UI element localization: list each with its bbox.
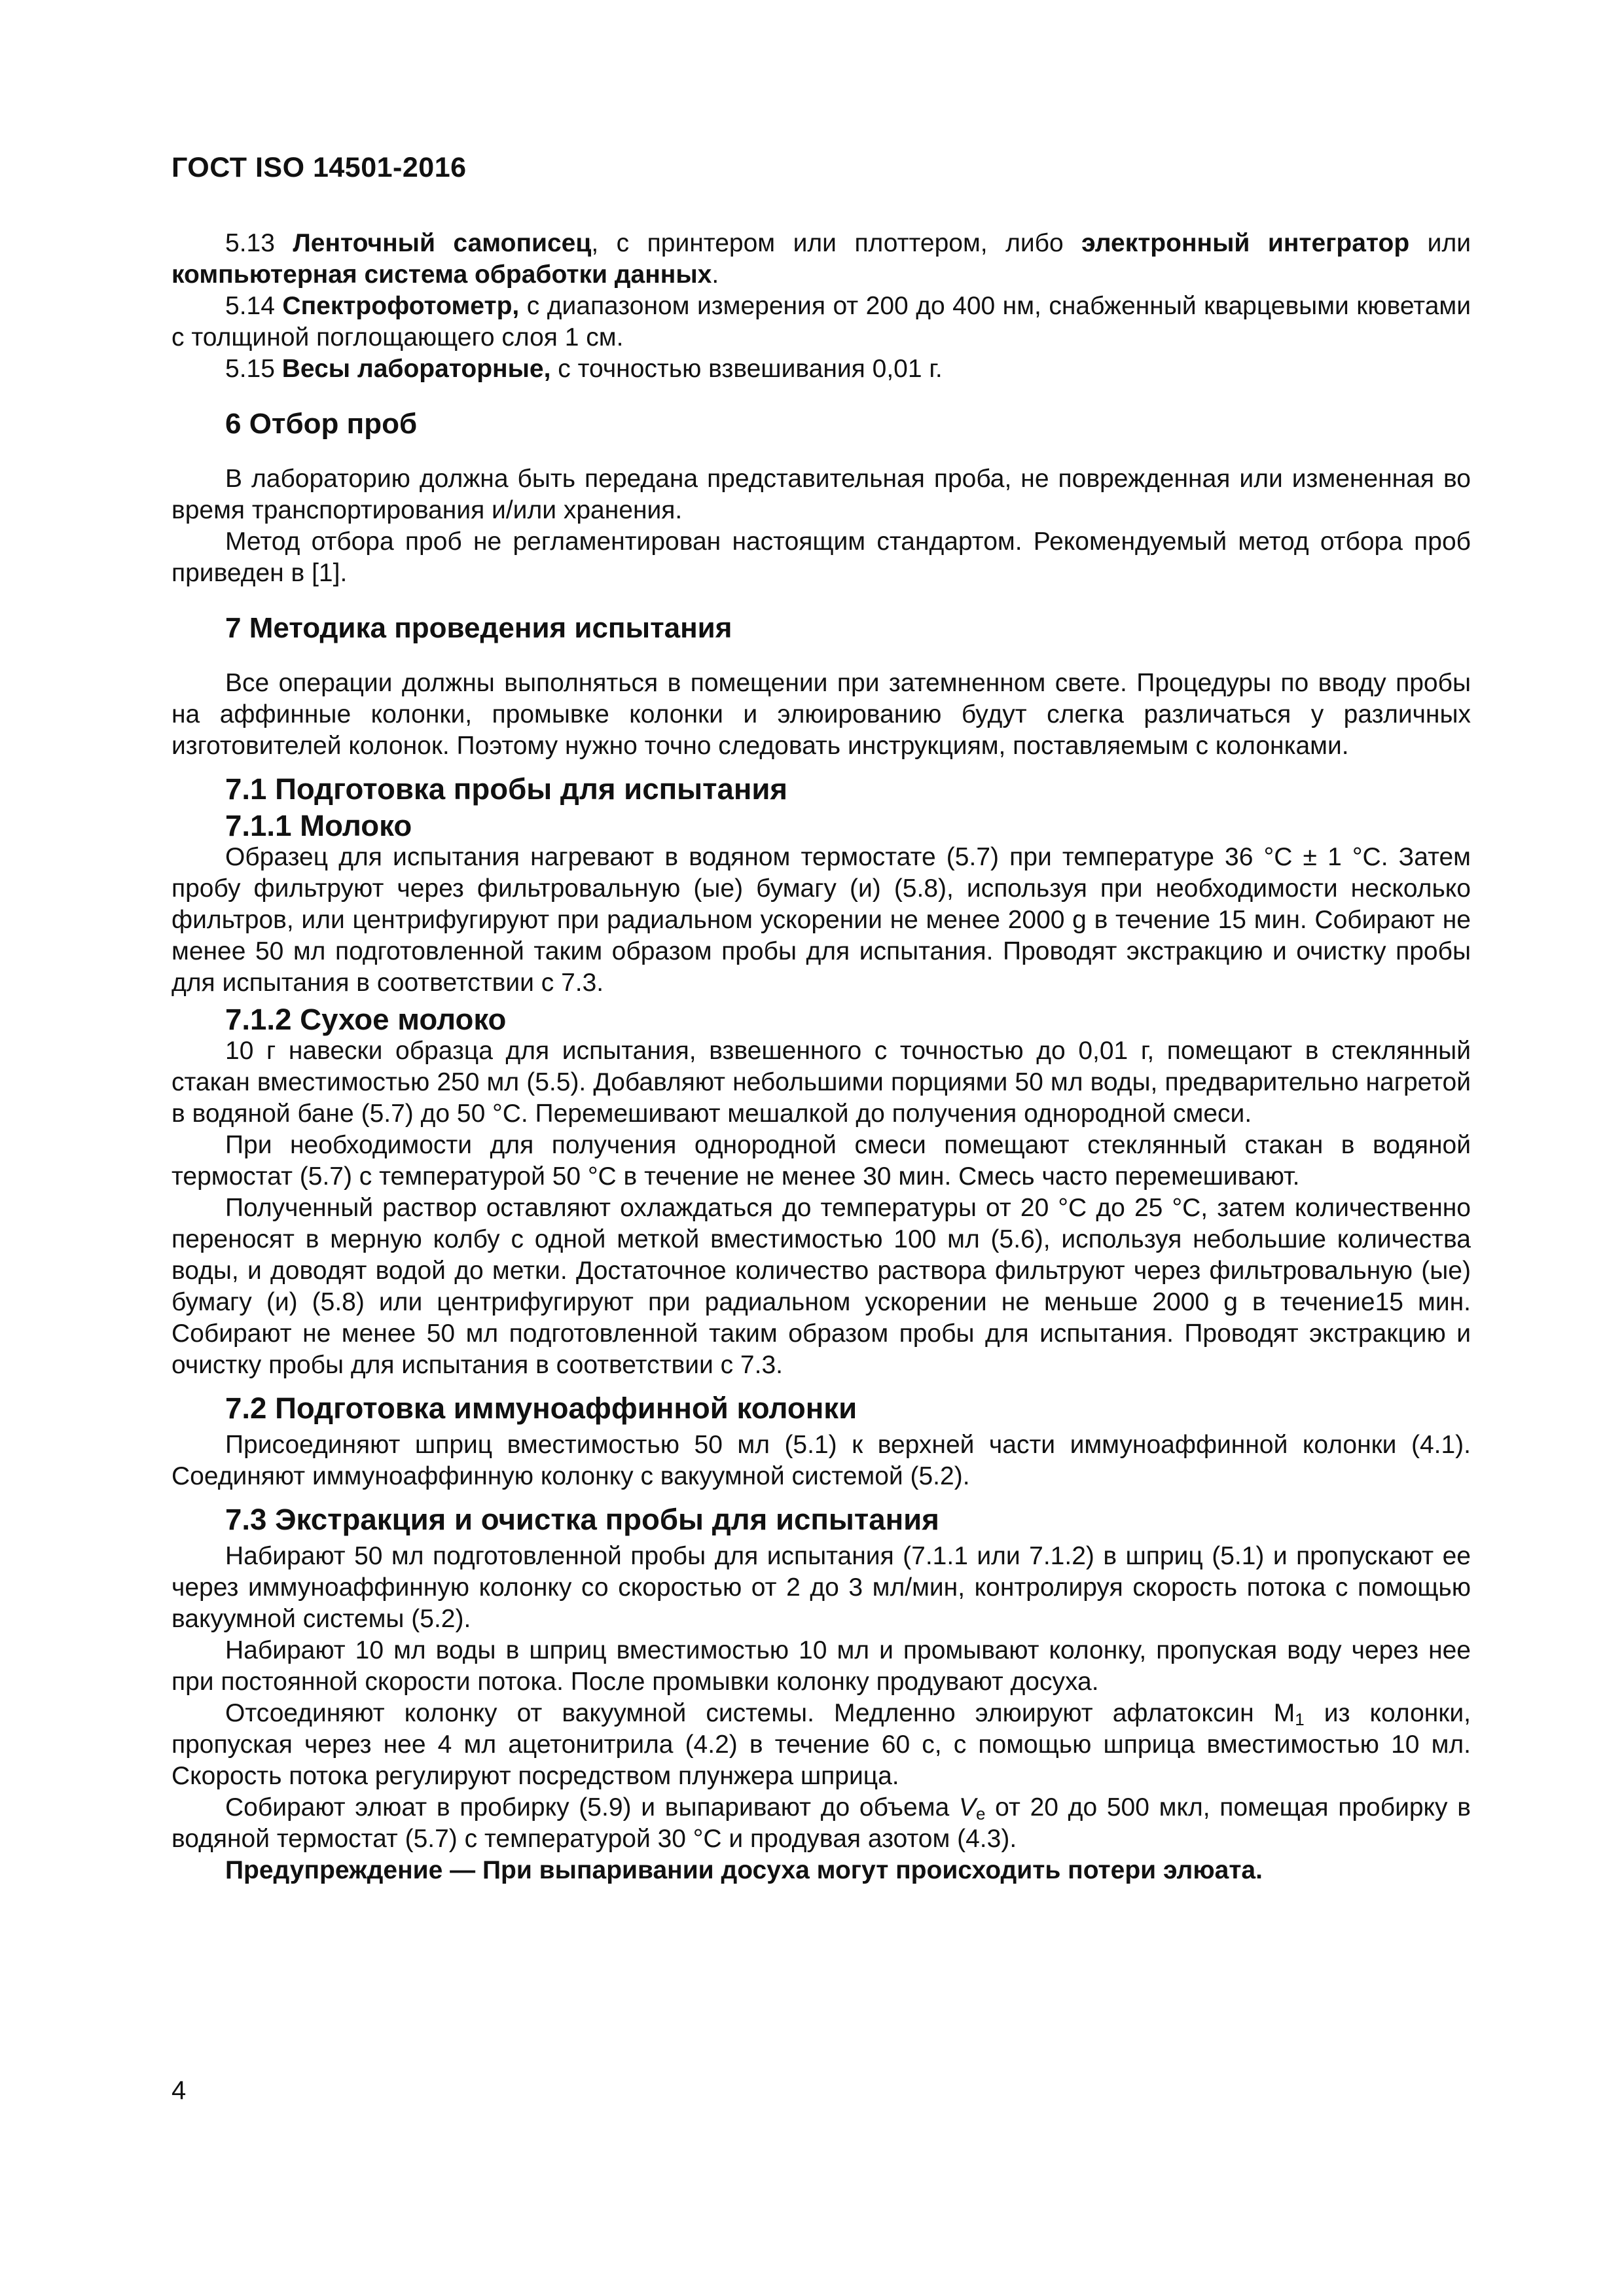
section-7-3-paragraph: Набирают 10 мл воды в шприц вместимостью 10 мл и промывают колонку, пропуская воду через нее при постоянной скорости потока. После промывки колонку продувают досуха.	[171, 1636, 1471, 1696]
item-5-13-term-integrator: электронный интегратор	[1081, 229, 1410, 257]
section-7-1-2-paragraph: При необходимости для получения однородной смеси помещают стеклянный стакан в водяной термостат (5.7) с температурой 50 °С в течение не менее 30 мин. Смесь часто перемешивают.	[171, 1131, 1471, 1191]
item-5-14-text: с диапазоном измерения от 200 до 400 нм, снабженный кварцевыми кюветами с толщиной поглощающего слоя 1 см.	[171, 292, 1471, 351]
spacer	[171, 1424, 1471, 1429]
evaporation-text-b: от 20 до 500 мкл, помещая пробирку в водяной термостат (5.7) с температурой 30 °С и продувая азотом (4.3).	[171, 1793, 1471, 1853]
item-5-15-term: Весы лабораторные,	[281, 355, 551, 383]
page-number: 4	[171, 2076, 187, 2105]
evaporation-text-a: Собирают элюат в пробирку (5.9) и выпаривают до объема	[225, 1793, 959, 1821]
item-5-14-term: Спектрофотометр,	[282, 292, 520, 320]
section-7-intro: Все операции должны выполняться в помещении при затемненном свете. Процедуры по вводу пробы на аффинные колонки, промывке колонки и элюированию будут слегка различаться у различных изготовителей колонок. Поэтому нужно точно следовать инструкциям, поставляемым с колонками.	[171, 669, 1471, 760]
section-7-2-paragraph: Присоединяют шприц вместимостью 50 мл (5.1) к верхней части иммуноаффинной колонки (4.1). Соединяют иммуноаффинную колонку с вакуумной системой (5.2).	[171, 1431, 1471, 1490]
elution-text-b: из колонки, пропуская через нее 4 мл ацетонитрила (4.2) в течение 60 с, с помощью шприца вместимостью 10 мл. Скорость потока регулируют посредством плунжера шприца.	[171, 1699, 1471, 1790]
item-5-13-text-c: .	[712, 260, 719, 289]
item-5-15	[171, 353, 1471, 385]
item-5-13-text-a: , с принтером или плоттером, либо	[591, 229, 1082, 257]
item-5-13	[171, 228, 1471, 291]
section-7-1-1-paragraph: Образец для испытания нагревают в водяном термостате (5.7) при температуре 36 °С ± 1 °С. Затем пробу фильтруют через фильтровальную (ые) бумагу (и) (5.8), используя при необходимости несколько фильтров, или центрифугируют при радиальном ускорении не менее 2000 g в течение 15 мин. Собирают не менее 50 мл подготовленной таким образом пробы для испытания. Проводят экстракцию и очистку пробы для испытания в соответствии с 7.3.	[171, 843, 1471, 997]
document-body	[171, 228, 1471, 1886]
section-7-3-paragraph-evaporation	[171, 1792, 1471, 1855]
spacer	[171, 442, 1471, 463]
document-header: ГОСТ ISO 14501-2016	[171, 152, 467, 183]
section-7-1-heading: 7.1 Подготовка пробы для испытания	[225, 772, 788, 806]
volume-variable: V	[958, 1793, 976, 1821]
section-7-3-paragraph-elution	[171, 1698, 1471, 1792]
item-5-13-term-computer: компьютерная система обработки данных	[171, 260, 712, 289]
section-6-heading: 6 Отбор проб	[225, 408, 418, 440]
elution-subscript: 1	[1295, 1710, 1305, 1729]
section-7-1-2-paragraph: 10 г навески образца для испытания, взвешенного с точностью до 0,01 г, помещают в стеклянный стакан вместимостью 250 мл (5.5). Добавляют небольшими порциями 50 мл воды, предварительно нагретой в водяной бане (5.7) до 50 °С. Перемешивают мешалкой до получения однородной смеси.	[171, 1037, 1471, 1128]
item-5-15-text: с точностью взвешивания 0,01 г.	[550, 355, 943, 383]
elution-text-a: Отсоединяют колонку от вакуумной системы. Медленно элюируют афлатоксин М	[225, 1699, 1295, 1727]
spacer	[171, 589, 1471, 610]
section-7-heading: 7 Методика проведения испытания	[225, 612, 732, 644]
item-5-13-number: 5.13	[225, 229, 293, 257]
volume-subscript: e	[975, 1804, 986, 1823]
item-5-13-text-b: или	[1409, 229, 1471, 257]
section-7-3-paragraph: Набирают 50 мл подготовленной пробы для испытания (7.1.1 или 7.1.2) в шприц (5.1) и пропускают ее через иммуноаффинную колонку со скоростью от 2 до 3 мл/мин, контролируя скорость потока с помощью вакуумной системы (5.2).	[171, 1542, 1471, 1633]
section-7-1-1-heading: 7.1.1 Молоко	[225, 809, 412, 842]
item-5-15-number: 5.15	[225, 355, 282, 383]
item-5-14	[171, 291, 1471, 353]
item-5-14-number: 5.14	[225, 292, 283, 320]
spacer	[171, 385, 1471, 406]
section-7-1-2-paragraph: Полученный раствор оставляют охлаждаться до температуры от 20 °С до 25 °С, затем количественно переносят в мерную колбу с одной меткой вместимостью 100 мл (5.6), используя небольшие количества воды, и доводят водой до метки. Достаточное количество раствора фильтруют через фильтровальную (ые) бумагу (и) (5.8) или центрифугируют при радиальном ускорении не меньше 2000 g в течение15 мин. Собирают не менее 50 мл подготовленной таким образом пробы для испытания. Проводят экстракцию и очистку пробы для испытания в соответствии с 7.3.	[171, 1194, 1471, 1379]
section-6-paragraph: Метод отбора проб не регламентирован настоящим стандартом. Рекомендуемый метод отбора проб приведен в [1].	[171, 528, 1471, 587]
warning-note: Предупреждение — При выпаривании досуха могут происходить потери элюата.	[225, 1856, 1263, 1884]
item-5-13-term-recorder: Ленточный самописец	[293, 229, 592, 257]
section-7-1-2-heading: 7.1.2 Сухое молоко	[225, 1003, 507, 1036]
section-6-paragraph: В лабораторию должна быть передана представительная проба, не поврежденная или измененная во время транспортирования и/или хранения.	[171, 465, 1471, 524]
section-7-3-heading: 7.3 Экстракция и очистка пробы для испытания	[225, 1503, 939, 1536]
spacer	[171, 647, 1471, 668]
section-7-2-heading: 7.2 Подготовка иммуноаффинной колонки	[225, 1391, 857, 1425]
spacer	[171, 1535, 1471, 1541]
